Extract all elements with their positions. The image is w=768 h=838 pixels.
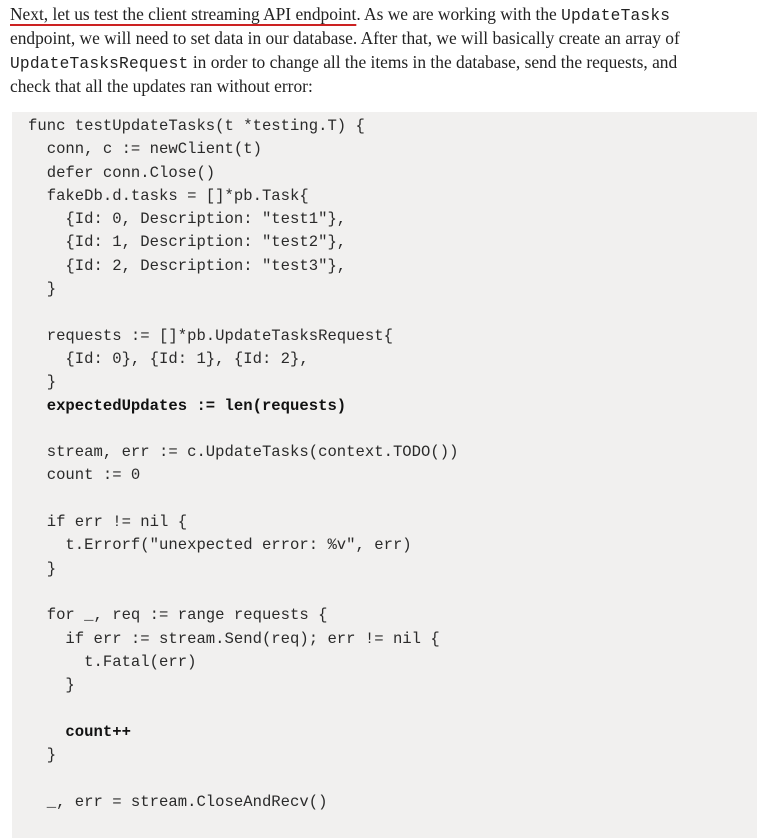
code-line-emphasized: expectedUpdates := len(requests) [28, 396, 347, 415]
code-line: func testUpdateTasks(t *testing.T) { [28, 117, 365, 135]
code-line: count := 0 [28, 466, 141, 485]
code-line: _, err = stream.CloseAndRecv() [28, 792, 328, 811]
code-line: if err := stream.Send(req); err != nil { [28, 629, 440, 648]
paragraph-line-1 [10, 2, 758, 26]
code-line: {Id: 2, Description: "test3"}, [28, 256, 347, 275]
code-line: } [28, 373, 57, 392]
code-line-blank [28, 418, 458, 441]
code-line: } [28, 280, 57, 299]
code-line: {Id: 0}, {Id: 1}, {Id: 2}, [28, 349, 309, 368]
code-line: fakeDb.d.tasks = []*pb.Task{ [28, 186, 309, 205]
code-line: stream, err := c.UpdateTasks(context.TODO()) [28, 443, 459, 462]
code-block [12, 112, 757, 838]
code-line: defer conn.Close() [28, 163, 216, 182]
code-line: {Id: 0, Description: "test1"}, [28, 210, 347, 229]
code-line-blank [28, 767, 458, 790]
paragraph-line-2: endpoint, we will need to set data in our database. After that, we will basically create an array of [10, 28, 680, 48]
inline-code-term: UpdateTasks [561, 7, 671, 25]
inline-code-term: UpdateTasksRequest [10, 55, 189, 73]
code-line-blank [28, 581, 458, 604]
code-listing [28, 115, 458, 814]
code-line: } [28, 676, 75, 695]
code-line: } [28, 559, 57, 578]
code-line-blank [28, 301, 458, 324]
code-line: requests := []*pb.UpdateTasksRequest{ [28, 326, 393, 345]
paragraph-text: . As we are working with the [356, 4, 562, 24]
intro-paragraph [10, 2, 758, 98]
code-line-emphasized: count++ [28, 722, 131, 741]
code-line: t.Errorf("unexpected error: %v", err) [28, 536, 412, 555]
paragraph-line-3 [10, 50, 758, 74]
code-line: for _, req := range requests { [28, 606, 328, 625]
code-line-blank [28, 697, 458, 720]
code-line: t.Fatal(err) [28, 652, 197, 671]
code-line: if err != nil { [28, 513, 188, 532]
paragraph-text: in order to change all the items in the database, send the requests, and [188, 52, 678, 72]
code-line-blank [28, 488, 458, 511]
code-line: } [28, 746, 57, 765]
document-page [10, 2, 758, 98]
underlined-phrase: Next, let us test the client streaming API endpoint [10, 4, 357, 24]
code-line: conn, c := newClient(t) [28, 140, 262, 159]
code-line: {Id: 1, Description: "test2"}, [28, 233, 347, 252]
paragraph-line-4: check that all the updates ran without error: [10, 76, 313, 96]
